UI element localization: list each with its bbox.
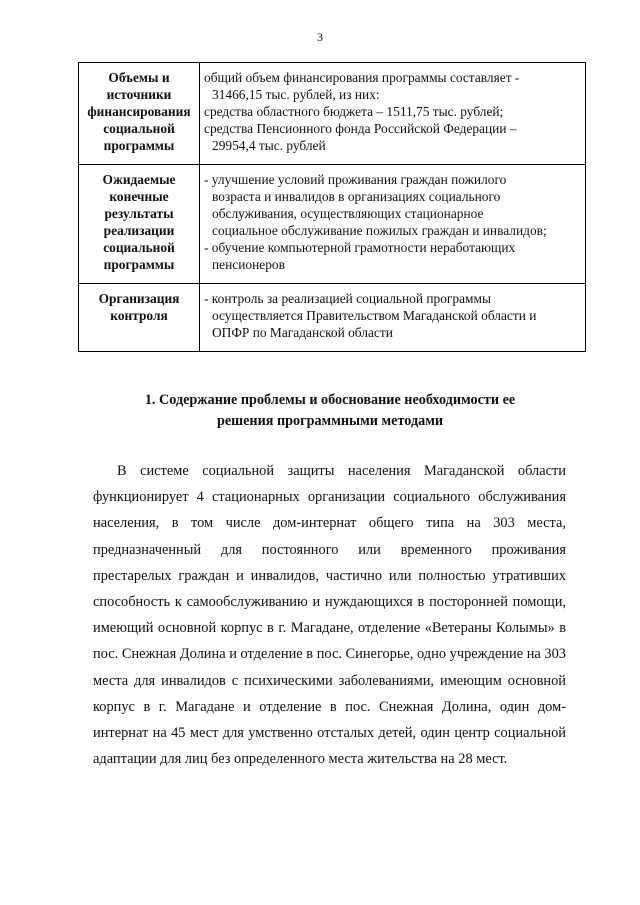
table-row [79, 63, 586, 165]
row-label-line: финансирования [87, 104, 191, 119]
row-label-cell [79, 165, 200, 284]
row-label-line: Ожидаемые [102, 172, 176, 187]
program-passport-table [78, 62, 586, 352]
row-label-line: контроля [110, 308, 168, 323]
row-value-cell [200, 63, 586, 165]
row-value-cell [200, 165, 586, 284]
row-value-line: 29954,4 тыс. рублей [212, 138, 326, 153]
row-value-line: возраста и инвалидов в организациях социального [212, 189, 501, 204]
row-label-line: реализации [103, 223, 175, 238]
table-row [79, 284, 586, 352]
row-label-cell [79, 284, 200, 352]
row-value-line: - обучение компьютерной грамотности неработающих [204, 240, 516, 255]
row-value-line: средства областного бюджета – 1511,75 тыс. рублей; [204, 104, 504, 119]
row-value-line: осуществляется Правительством Магаданской области и [212, 308, 537, 323]
table-row [79, 165, 586, 284]
row-value-line: ОПФР по Магаданской области [212, 325, 393, 340]
row-label-line: Организация [98, 291, 180, 306]
row-label-line: социальной [103, 121, 175, 136]
row-label-line: программы [103, 257, 175, 272]
row-label-line: конечные [109, 189, 169, 204]
section-heading-line-2: решения программными методами [216, 413, 444, 429]
row-value-line: обслуживания, осуществляющих стационарное [212, 206, 484, 221]
section-heading [60, 390, 600, 432]
row-label-line: социальной [103, 240, 175, 255]
section-heading-line-1: 1. Содержание проблемы и обоснование необходимости ее [144, 392, 516, 408]
row-label-line: источники [106, 87, 172, 102]
page-number: 3 [317, 30, 323, 44]
row-value-line: - улучшение условий проживания граждан пожилого [204, 172, 507, 187]
row-value-line: социальное обслуживание пожилых граждан и инвалидов; [212, 223, 547, 238]
table-body [79, 63, 586, 352]
row-label-line: программы [103, 138, 175, 153]
row-label-line: результаты [104, 206, 174, 221]
body-paragraph: В системе социальной защиты населения Магаданской области функционирует 4 стационарных организации социального обслуживания населения, в том числе дом-интернат общего типа на 303 места, предназначенный для постоянного или временного проживания престарелых граждан и инвалидов, частично или полностью утративших способность к самообслуживанию и нуждающихся в посторонней помощи, имеющий основной корпус в г. Магадане, отделение «Ветераны Колымы» в пос. Снежная Долина и отделение в пос. Синегорье, одно учреждение на 303 места для инвалидов с психическими заболеваниями, имеющим основной корпус в г. Магадане и отделение в пос. Снежная Долина, один дом-интернат на 45 мест для умственно отсталых детей, один центр социальной адаптации для лиц без определенного места жительства на 28 мест. [93, 463, 566, 768]
row-value-line: - контроль за реализацией социальной программы [204, 291, 492, 306]
row-value-line: средства Пенсионного фонда Российской Федерации – [204, 121, 517, 136]
row-value-line: 31466,15 тыс. рублей, из них: [212, 87, 380, 102]
row-label-cell [79, 63, 200, 165]
row-value-cell [200, 284, 586, 352]
row-value-line: пенсионеров [212, 257, 285, 272]
row-label-line: Объемы и [108, 70, 170, 85]
row-value-line: общий объем финансирования программы составляет - [204, 70, 520, 85]
